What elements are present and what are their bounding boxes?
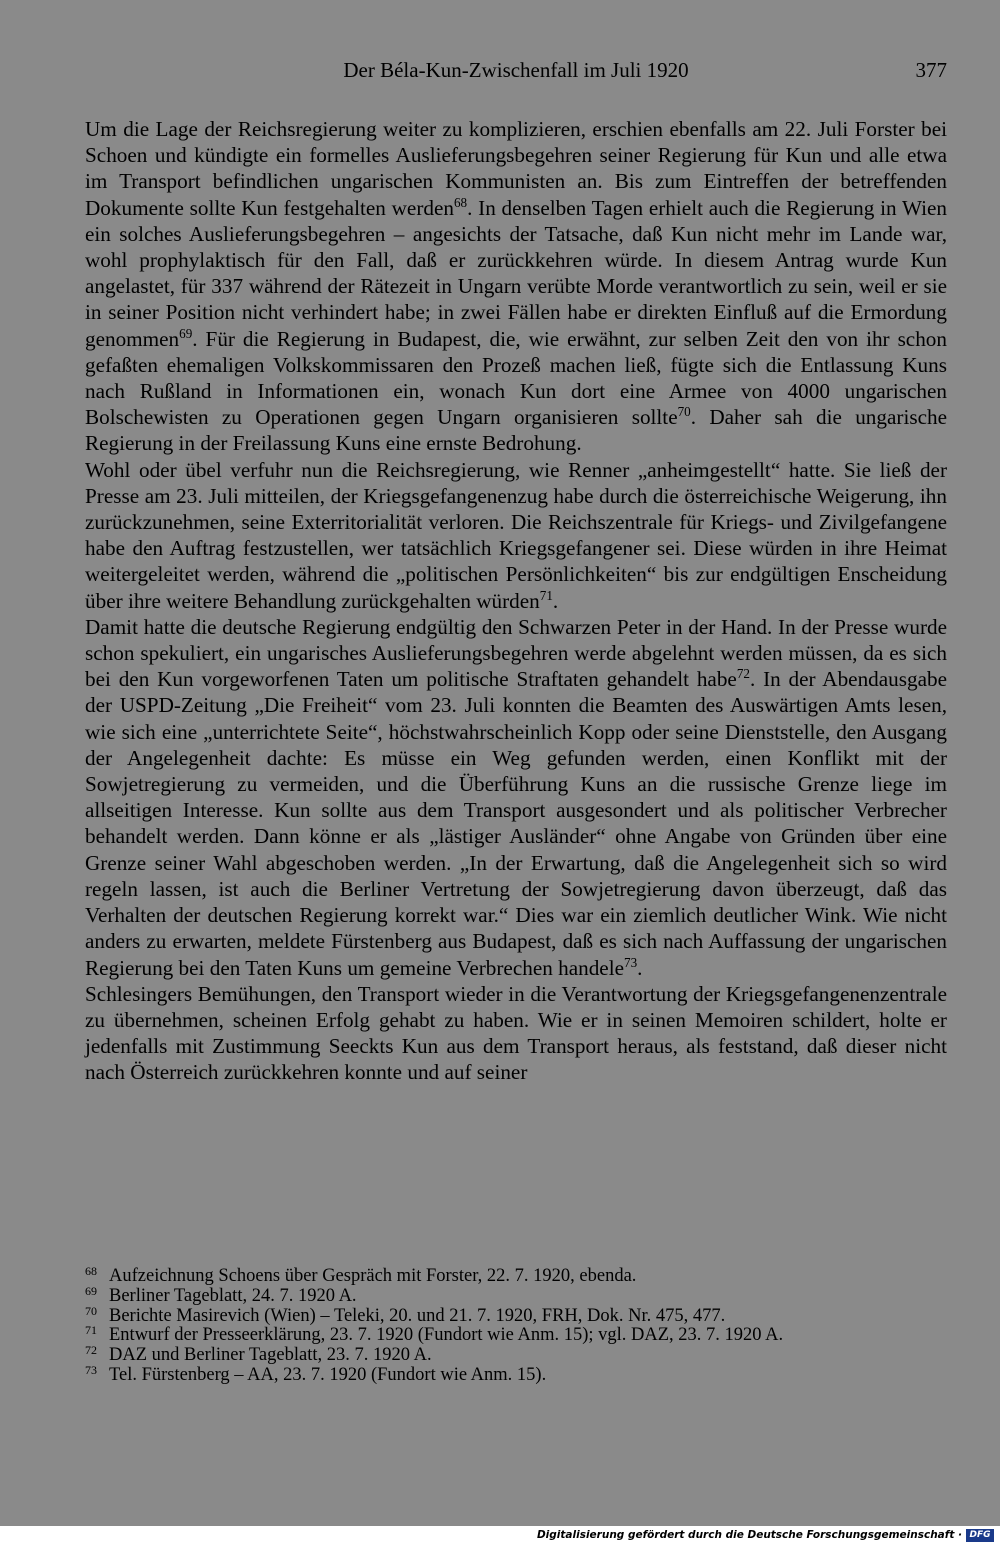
footnote-reference: 71 bbox=[539, 587, 553, 603]
paragraph bbox=[85, 614, 947, 981]
running-title: Der Béla-Kun-Zwischenfall im Juli 1920 bbox=[343, 58, 689, 82]
paragraph-text: . Für die Regierung in Budapest, die, wie erwähnt, zur selben Zeit den von ihr schon gefaßten ehemaligen Volkskommissaren den Prozeß machen ließ, fügte sich die Entlassung Kuns nach Rußland in Informationen ein, wonach Kun dort eine Armee von 4000 ungarischen Bolschewisten zu Operationen gegen Ungarn organisieren sollte bbox=[85, 326, 947, 430]
footnote-reference: 70 bbox=[677, 404, 691, 420]
paragraph-text: Schlesingers Bemühungen, den Transport wieder in die Verantwortung der Kriegsgefangenenzentrale zu übernehmen, scheinen Erfolg gehabt zu haben. Wie er in seinen Memoiren schildert, holte er jedenfalls mit Zustimmung Seeckts Kun aus dem Transport heraus, als feststand, daß dieser nicht nach Österreich zurückkehren konnte und auf seiner bbox=[85, 981, 947, 1085]
footnote-reference: 68 bbox=[453, 194, 468, 210]
footnote-number: 71 bbox=[85, 1323, 97, 1338]
paragraph-text: Um die Lage der Reichsregierung weiter zu komplizieren, erschien ebenfalls am 22. Juli Forster bei Schoen und kündigte ein formelles Auslieferungsbegehren seiner Regierung für Kun und alle etwa im Transport befindlichen ungarischen Kommunisten an. Bis zum Eintreffen der betreffenden Dokumente sollte Kun festgehalten werden bbox=[85, 117, 947, 220]
paragraph-text: . bbox=[637, 955, 643, 980]
footnote-text: Entwurf der Presseerklärung, 23. 7. 1920 (Fundort wie Anm. 15); vgl. DAZ, 23. 7. 1920 A. bbox=[109, 1325, 784, 1346]
footnote-text: DAZ und Berliner Tageblatt, 23. 7. 1920 A. bbox=[109, 1345, 432, 1366]
page-number: 377 bbox=[915, 58, 947, 82]
footnote bbox=[85, 1283, 947, 1307]
paragraph-text: . Daher sah die ungarische Regierung in der Freilassung Kuns eine ernste Bedrohung. bbox=[85, 405, 947, 456]
dfg-logo: DFG bbox=[966, 1529, 994, 1542]
paragraph-text: . In denselben Tagen erhielt auch die Regierung in Wien ein solches Auslieferungsbegehren – angesichts der Tatsache, daß Kun nicht mehr im Lande war, wohl prophylaktisch für den Fall, daß er zurückkehren würde. In diesem Antrag wurde Kun angelastet, für 337 während der Rätezeit in Ungarn verübte Morde verantwortlich zu sein, weil er sie in seiner Position nicht verhindert habe; in zwei Fällen habe er direkten Einfluß auf die Ermordung genommen bbox=[85, 195, 948, 351]
footnote bbox=[85, 1343, 947, 1366]
page-header bbox=[85, 58, 947, 88]
footnote-reference: 73 bbox=[624, 954, 638, 970]
paragraph bbox=[85, 457, 947, 614]
footnote-text: Berichte Masirevich (Wien) – Teleki, 20. und 21. 7. 1920, FRH, Dok. Nr. 475, 477. bbox=[109, 1305, 726, 1326]
footnote bbox=[85, 1323, 947, 1346]
footnote-number: 68 bbox=[85, 1264, 97, 1278]
footnote bbox=[85, 1362, 947, 1386]
footnote-text: Tel. Fürstenberg – AA, 23. 7. 1920 (Fundort wie Anm. 15). bbox=[109, 1364, 547, 1385]
footnote-text: Aufzeichnung Schoens über Gespräch mit Forster, 22. 7. 1920, ebenda. bbox=[109, 1266, 637, 1286]
paragraph-text: Wohl oder übel verfuhr nun die Reichsregierung, wie Renner „anheimgestellt“ hatte. Sie ließ der Presse am 23. Juli mitteilen, der Kriegsgefangenenzug habe durch die österreichische Weigerung, ihn zurückzunehmen, seine Exterritorialität verloren. Die Reichszentrale für Kriegs- und Zivilgefangene habe den Auftrag festzustellen, wer tatsächlich Kriegsgefangener sei. Diese würden in ihre Heimat weitergeleitet werden, während die „politischen Persönlichkeiten“ bis zur endgültigen Enscheidung über ihre weitere Behandlung zurückgehalten würden bbox=[85, 457, 947, 613]
footnote bbox=[85, 1264, 947, 1287]
paragraph-text: Damit hatte die deutsche Regierung endgültig den Schwarzen Peter in der Hand. In der Presse wurde schon spekuliert, ein ungarisches Auslieferungsbegehren werde abgelehnt werden müssen, da es sich bei den Kun vorgeworfenen Taten um politische Straftaten gehandelt habe bbox=[85, 614, 947, 692]
footnote-number: 70 bbox=[85, 1303, 97, 1318]
paragraph-text: . In der Abendausgabe der USPD-Zeitung „Die Freiheit“ vom 23. Juli konnten die Beamten des Auswärtigen Amts lesen, wie sich eine „unterrichtete Seite“, höchstwahrscheinlich Kopp oder seine Dienststelle, den Ausgang der Angelegenheit dachte: Es müsse ein Weg gefunden werden, einen Konflikt mit der Sowjetregierung zu vermeiden, und die Überführung Kuns an die russische Grenze liege im allseitigen Interesse. Kun sollte aus dem Transport ausgesondert und als politischer Verbrecher behandelt werden. Dann könne er als „lästiger Ausländer“ ohne Angabe von Gründen über eine Grenze seiner Wahl abgeschoben werden. „In der Erwartung, daß die Angelegenheit sich so wird regeln lassen, ist auch die Berliner Vertretung der Sowjetregierung davon überzeugt, daß das Verhalten der deutschen Regierung korrekt war.“ Dies war ein ziemlich deutlicher Wink. Wie nicht anders zu erwarten, meldete Fürstenberg aus Budapest, daß es sich nach Auffassung der ungarischen Regierung bei den Taten Kuns um gemeine Verbrechen handele bbox=[85, 667, 947, 980]
paragraph bbox=[85, 116, 947, 457]
footnotes bbox=[85, 1264, 947, 1386]
footnote-reference: 72 bbox=[736, 666, 750, 682]
digitization-notice: Digitalisierung gefördert durch die Deutsche Forschungsgemeinschaft · bbox=[536, 1529, 962, 1541]
paragraph-text: . bbox=[552, 588, 559, 613]
body-text bbox=[85, 116, 947, 1086]
digitization-notice-bar bbox=[0, 1526, 1000, 1545]
footnote-text: Berliner Tageblatt, 24. 7. 1920 A. bbox=[109, 1285, 357, 1306]
footnote bbox=[85, 1303, 947, 1327]
paragraph bbox=[85, 981, 947, 1086]
footnote-number: 69 bbox=[85, 1283, 97, 1298]
footnote-number: 73 bbox=[85, 1362, 97, 1377]
footnote-number-cell bbox=[85, 1362, 109, 1386]
footnote-number: 72 bbox=[85, 1343, 97, 1358]
footnote-reference: 69 bbox=[179, 325, 193, 341]
